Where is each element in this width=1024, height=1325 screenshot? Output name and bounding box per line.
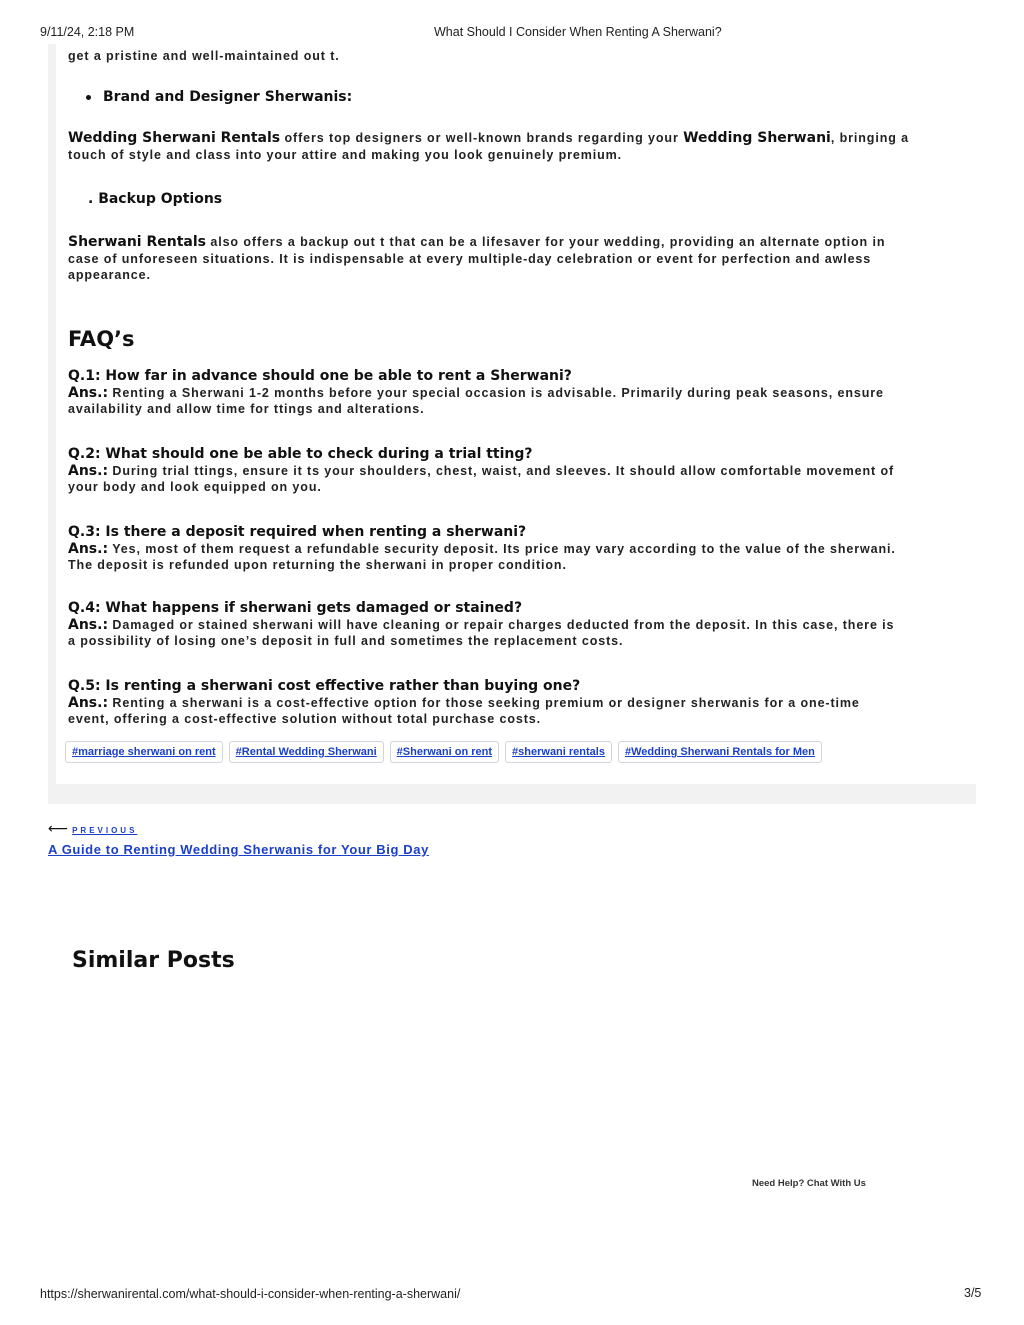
previous-label-link[interactable]: PREVIOUS [72, 826, 138, 835]
bullet-heading: Brand and Designer Sherwanis: [103, 89, 353, 105]
backup-heading: . Backup Options [88, 191, 223, 207]
tag-link[interactable]: #Wedding Sherwani Rentals for Men [618, 741, 822, 763]
answer-label: Ans.: [68, 541, 109, 557]
print-datetime: 9/11/24, 2:18 PM [40, 25, 135, 39]
brand-lead: Wedding Sherwani Rentals [68, 130, 281, 146]
faq-item: Q.3: Is there a deposit required when renting a sherwani? Ans.: Yes, most of them request a refundable security deposit. Its price may vary according to the value of the sherwani. The deposit is refunded upon returning the sherwani in proper condition. [68, 523, 948, 573]
tag-link[interactable]: #marriage sherwani on rent [65, 741, 223, 763]
arrow-left-icon: ⟵ [48, 820, 69, 836]
similar-posts-heading: Similar Posts [72, 948, 235, 973]
faq-item: Q.4: What happens if sherwani gets damaged or stained? Ans.: Damaged or stained sherwani will have cleaning or repair charges deducted from the deposit. In this case, there is a possibility of losing one’s deposit in full and sometimes the replacement costs. [68, 599, 958, 649]
faq-heading: FAQ’s [68, 327, 135, 351]
print-footer-url: https://sherwanirental.com/what-should-i-consider-when-renting-a-sherwani/ [40, 1287, 461, 1301]
intro-tail: get a pristine and well-maintained out t. [68, 49, 340, 63]
previous-post-link[interactable]: A Guide to Renting Wedding Sherwanis for Your Big Day [48, 842, 429, 857]
tag-list [65, 741, 822, 763]
faq-question: Q.5: Is renting a sherwani cost effective rather than buying one? [68, 678, 581, 694]
tag-link[interactable]: #Sherwani on rent [390, 741, 499, 763]
article-container [48, 44, 976, 804]
answer-label: Ans.: [68, 695, 109, 711]
backup-lead: Sherwani Rentals [68, 234, 206, 250]
brand-paragraph: Wedding Sherwani Rentals offers top designers or well-known brands regarding your Wedding Sherwani, bringing a touch of style and class into your attire and making you look genuinely premium. [68, 130, 910, 162]
previous-post-nav [48, 820, 137, 838]
faq-item: Q.1: How far in advance should one be able to rent a Sherwani? Ans.: Renting a Sherwani 1-2 months before your special occasion is advisable. Primarily during peak seasons, ensure availability and allow time for ttings and alterations. [68, 367, 948, 417]
bullet-dot-icon [86, 95, 91, 100]
answer-label: Ans.: [68, 385, 109, 401]
article-card [56, 44, 976, 784]
faq-question: Q.3: Is there a deposit required when renting a sherwani? [68, 524, 527, 540]
print-page-number: 3/5 [964, 1286, 982, 1300]
bullet-item-brand [86, 89, 352, 105]
faq-item: Q.2: What should one be able to check during a trial tting? Ans.: During trial ttings, ensure it ts your shoulders, chest, waist, and sleeves. It should allow comfortable movement of your body and look equipped on you. [68, 445, 948, 495]
print-page-title: What Should I Consider When Renting A Sherwani? [434, 25, 722, 39]
faq-question: Q.2: What should one be able to check during a trial tting? [68, 446, 533, 462]
brand-mid: Wedding Sherwani [683, 130, 831, 146]
faq-question: Q.4: What happens if sherwani gets damaged or stained? [68, 600, 523, 616]
chat-help-link[interactable]: Need Help? Chat With Us [752, 1178, 866, 1189]
answer-label: Ans.: [68, 463, 109, 479]
faq-question: Q.1: How far in advance should one be able to rent a Sherwani? [68, 368, 572, 384]
print-header [40, 25, 984, 41]
tag-link[interactable]: #sherwani rentals [505, 741, 612, 763]
backup-paragraph: Sherwani Rentals also offers a backup out t that can be a lifesaver for your wedding, providing an alternate option in case of unforeseen situations. It is indispensable at every multiple-day celebration or event for perfection and awless appearance. [68, 234, 886, 282]
tag-link[interactable]: #Rental Wedding Sherwani [229, 741, 384, 763]
answer-label: Ans.: [68, 617, 109, 633]
faq-item: Q.5: Is renting a sherwani cost effective rather than buying one? Ans.: Renting a sherwani is a cost-effective option for those seeking premium or designer sherwanis for a one-time event, offering a cost-effective solution without total purchase costs. [68, 677, 948, 727]
